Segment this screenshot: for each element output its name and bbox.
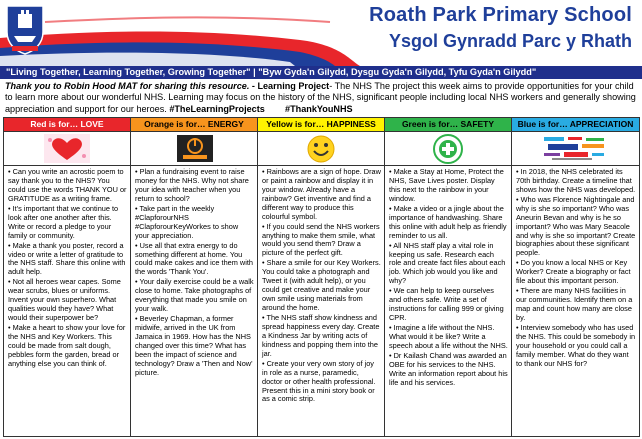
school-name-welsh: Ysgol Gynradd Parc y Rhath [388, 31, 632, 51]
love-activities [4, 166, 131, 437]
list-item: • If you could send the NHS workers anything to make them smile, what would you send them? Draw a picture of the perfect gift. [262, 221, 380, 258]
heading-happiness: Yellow is for… HAPPINESS [258, 118, 385, 132]
list-item: • Your daily exercise could be a walk close to home. Take photographs of everything that made you smile on your walk. [135, 277, 254, 314]
list-item: • Dr Kailash Chand was awarded an OBE for his services to the NHS. Write an information report about his life and his services. [389, 351, 508, 387]
credit-text: Thank you to Robin Hood MAT for sharing this resource. [5, 81, 250, 91]
energy-activities [131, 166, 258, 437]
school-header [0, 0, 642, 66]
list-item: • Take part in the weekly #ClapforourNHS #ClapforourKeyWorkes to show your appreciation. [135, 203, 239, 240]
list-item: • We can help to keep ourselves and others safe. Write a set of instructions for calling 999 or giving CPR. [389, 286, 504, 323]
image-row [4, 132, 640, 166]
hashtag-learning-projects: #TheLearningProjects [169, 103, 265, 114]
list-item: • Create your very own story of joy in role as a nurse, paramedic, doctor or other health professional. Present this in a mini story book or as a comic strip. [262, 358, 376, 404]
safety-first-icon [433, 134, 463, 164]
appreciation-image-cell [512, 132, 640, 166]
list-item: • Make a heart to show your love for the NHS and Key Workers. This could be made from salt dough, pebbles form the garden, bread or anything else you can think of. [8, 323, 126, 368]
list-item: • Not all heroes wear capes. Some wear scrubs, blues or uniforms. Invent your own superhero. What qualities would they have? What would their superpower be? [8, 277, 121, 323]
heading-appreciation: Blue is for… APPRECIATION [512, 118, 640, 132]
list-item: • Share a smile for our Key Workers. You could take a photograph and Tweet it (with adult help), or you could get creative and make your own smile using materials from around the home. [262, 258, 381, 312]
content-row [4, 166, 640, 437]
motto-banner [0, 66, 642, 79]
list-item: • Rainbows are a sign of hope. Draw or paint a rainbow and display it in your window. Already have a rainbow? Get inventive and find a different way to produce this colourful symbol. [262, 167, 381, 221]
appreciation-activities [512, 166, 640, 437]
school-crest-logo [4, 2, 46, 56]
power-icon [177, 135, 213, 162]
happiness-image-cell [258, 132, 385, 166]
energy-image-cell [131, 132, 258, 166]
smiley-icon [306, 134, 336, 164]
heading-safety: Green is for… SAFETY [385, 118, 512, 132]
school-name-english: Roath Park Primary School [369, 4, 632, 26]
motto-text: "Living Together, Learning Together, Growing Together" | "Byw Gyda'n Gilydd, Dysgu Gyda'n Gilydd, Tyfu Gyda'n Gilydd" [6, 67, 537, 77]
safety-image-cell [385, 132, 512, 166]
list-item: • It's important that we continue to look after one another after this. Write or record a pledge to your family or community. [8, 203, 119, 240]
list-item: • Who was Florence Nightingale and why is she so important? Who was Aneurin Bevan and why is he so important? Who was Mary Seacole and why is she so important? Create biographies about these significant people. [516, 194, 636, 258]
list-item: • All NHS staff play a vital role in keeping us safe. Research each role and create fact files about each job. Which job would you like and why? [389, 240, 506, 286]
list-item: • There are many NHS facilities in our communities. Identify them on a map and count how many are close by. [516, 286, 633, 323]
list-item: • Beverley Chapman, a former midwife, arrived in the UK from Jamaica in 1969. How has the NHS changed over this time? What has been the impact of science and technology? Draw a 'Then and Now' picture. [135, 314, 253, 377]
heading-row [4, 118, 640, 132]
list-item: • Interview somebody who has used the NHS. This could be somebody in your household or you could call a family member. What do they want to thank our NHS for? [516, 323, 636, 368]
heading-love: Red is for… LOVE [4, 118, 131, 132]
happiness-activities [258, 166, 385, 437]
project-intro [5, 81, 637, 115]
list-item: • Make a thank you poster, record a video or write a letter of gratitude to the NHS staff. Share this online with adult help. [8, 240, 126, 277]
love-image-cell [4, 132, 131, 166]
list-item: • The NHS staff show kindness and spread happiness every day. Create a Kindness Jar by writing acts of kindness and popping them into the jar. [262, 313, 380, 358]
project-description: - The NHS The project this week aims to provide opportunities for your child to learn more about our wonderful NHS. Learning may focus on the history of the NHS, significant people including local NHS workers and generally showing appreciation and support for our heroes. [5, 81, 636, 114]
list-item: • Imagine a life without the NHS. What would it be like? Write a speech about a life without the NHS. [389, 323, 508, 350]
list-item: • Use all that extra energy to do something different at home. You could make cakes and ice them with the words 'Thank You'. [135, 240, 253, 277]
list-item: • Make a video or a jingle about the importance of handwashing. Share this online with adult help as friendly reminder to us all. [389, 203, 507, 240]
list-item: • Do you know a local NHS or Key Worker? Create a biography or fact file about this important person. [516, 258, 631, 286]
activity-grid [3, 117, 640, 437]
heading-energy: Orange is for… ENERGY [131, 118, 258, 132]
list-item: • In 2018, the NHS celebrated its 70th birthday. Create a timeline that shows how the NHS was developed. [516, 167, 636, 194]
list-item: • Make a Stay at Home, Protect the NHS, Save Lives poster. Display this next to the rainbow in your window. [389, 167, 504, 203]
list-item: • Plan a fundraising event to raise money for the NHS. Why not share your idea with teacher when you return to school? [135, 167, 249, 203]
word-cloud-icon [542, 135, 608, 162]
heart-icon [44, 134, 90, 163]
safety-activities [385, 166, 512, 437]
list-item: • Can you write an acrostic poem to say thank you to the NHS? You could use the words THANK YOU or GRATITUDE as a writing frame. [8, 167, 127, 203]
project-label: - Learning Project [249, 81, 330, 91]
hashtag-thank-you-nhs: #ThankYouNHS [285, 103, 353, 114]
